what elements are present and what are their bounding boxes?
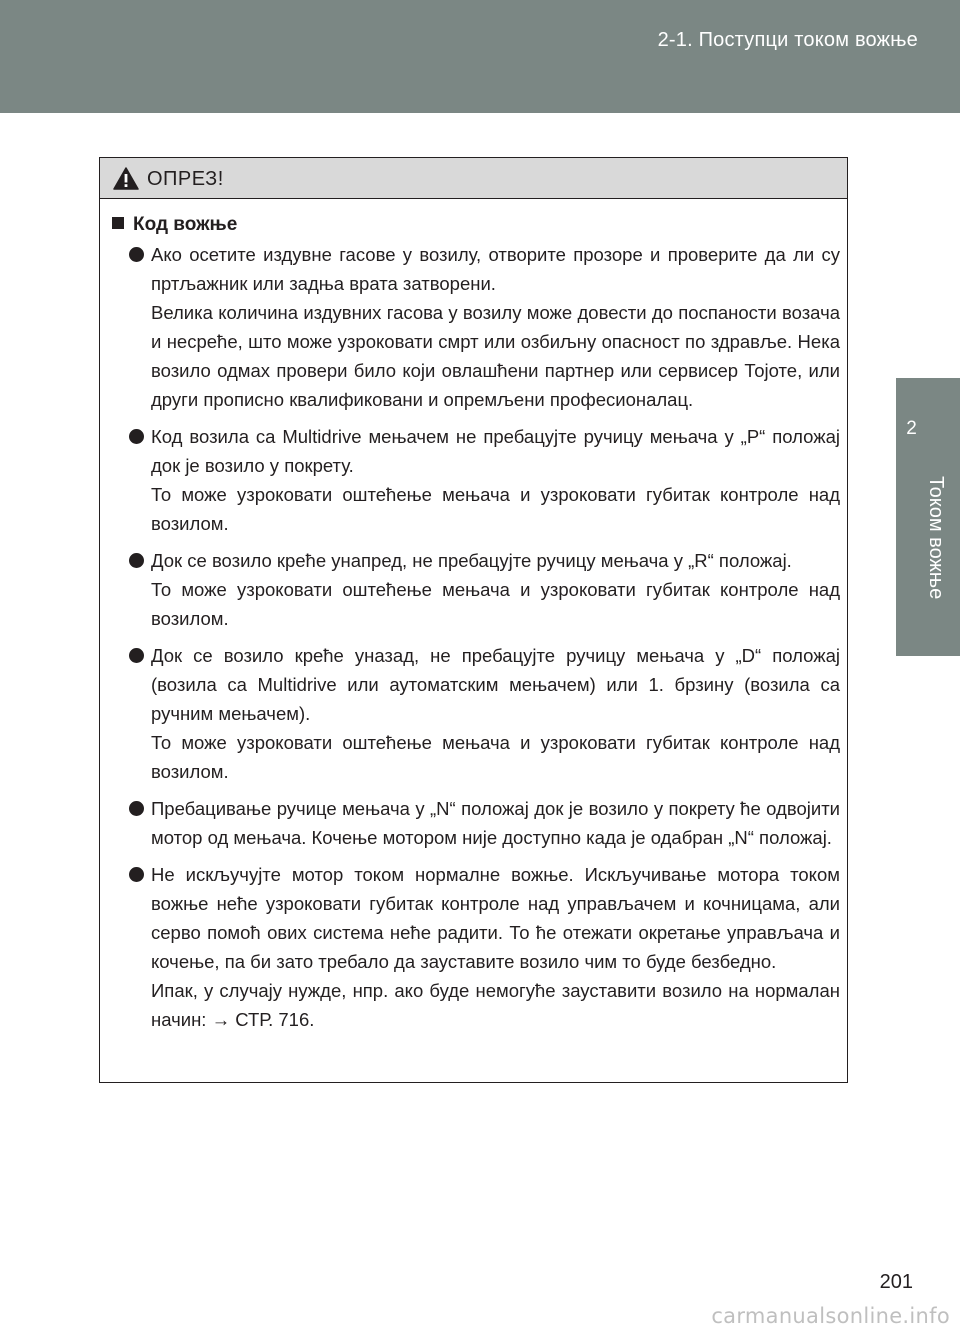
item-text: Велика количина издувних гасова у возилу може довести до поспаности возача и несреће, што може узроковати смрт или озбиљну опасност по здравље. Нека возило одмах провери било који овлашћени партнер или сервисер Тојоте, или други прописно квалификовани и опремљени професионалац.: [151, 302, 840, 410]
chapter-label: Током вожње: [925, 476, 947, 600]
caution-item: [128, 794, 840, 852]
round-bullet-icon: [129, 648, 144, 663]
item-text: Ако осетите издувне гасове у возилу, отворите прозоре и проверите да ли су пртљажник или задња врата затворени.: [151, 244, 840, 294]
page-number: 201: [879, 1271, 913, 1293]
chapter-number: 2: [906, 418, 917, 439]
warning-triangle-icon: [113, 167, 139, 190]
caution-item: [128, 546, 840, 633]
item-text: То може узроковати оштећење мењача и узроковати губитак контроле над возилом.: [151, 579, 840, 629]
item-text: Код возила са Multidrive мењачем не пребацујте ручицу мењача у „P“ положај док је возило у покрету.: [151, 426, 840, 476]
section-heading-text: Код вожње: [133, 214, 238, 235]
item-text: Док се возило креће уназад, не пребацујте ручицу мењача у „D“ положај (возила са Multidrive или аутоматским мењачем) или 1. брзину (возила са ручним мењачем).: [151, 645, 840, 724]
caution-title: ОПРЕЗ!: [147, 168, 224, 190]
round-bullet-icon: [129, 247, 144, 262]
side-tab-divider: [896, 656, 960, 658]
caution-item: [128, 422, 840, 538]
round-bullet-icon: [129, 429, 144, 444]
item-text: Док се возило креће унапред, не пребацујте ручицу мењача у „R“ положај.: [151, 550, 792, 571]
section-heading: [112, 214, 237, 236]
round-bullet-icon: [129, 553, 144, 568]
item-text: То може узроковати оштећење мењача и узроковати губитак контроле над возилом.: [151, 484, 840, 534]
item-text: Не искључујте мотор током нормалне вожње. Искључивање мотора током вожње неће узроковати губитак контроле над управљачем и кочницама, али серво помоћ ових система неће радити. То ће отежати окретање управљача и кочење, па би зато требало да зауставите возило чим то буде безбедно.: [151, 864, 840, 972]
square-bullet-icon: [112, 217, 124, 229]
item-text: Ипак, у случају нужде, нпр. ако буде немогуће зауставити возило на нормалан начин: → СТР. 716.: [151, 980, 840, 1030]
item-text: То може узроковати оштећење мењача и узроковати губитак контроле над возилом.: [151, 732, 840, 782]
watermark: carmanualsonline.info: [711, 1304, 950, 1328]
caution-item: [128, 860, 840, 1034]
caution-items: [128, 240, 840, 1042]
chapter-title: 2-1. Поступци током вожње: [657, 29, 918, 51]
caution-item: [128, 240, 840, 414]
caution-header: [100, 158, 847, 199]
round-bullet-icon: [129, 801, 144, 816]
caution-box: [99, 157, 848, 1083]
item-text: Пребацивање ручице мењача у „N“ положај док је возило у покрету ће одвојити мотор од мењача. Кочење мотором није доступно када је одабран „N“ положај.: [151, 798, 840, 848]
round-bullet-icon: [129, 867, 144, 882]
page-header: [0, 0, 960, 113]
caution-item: [128, 641, 840, 786]
